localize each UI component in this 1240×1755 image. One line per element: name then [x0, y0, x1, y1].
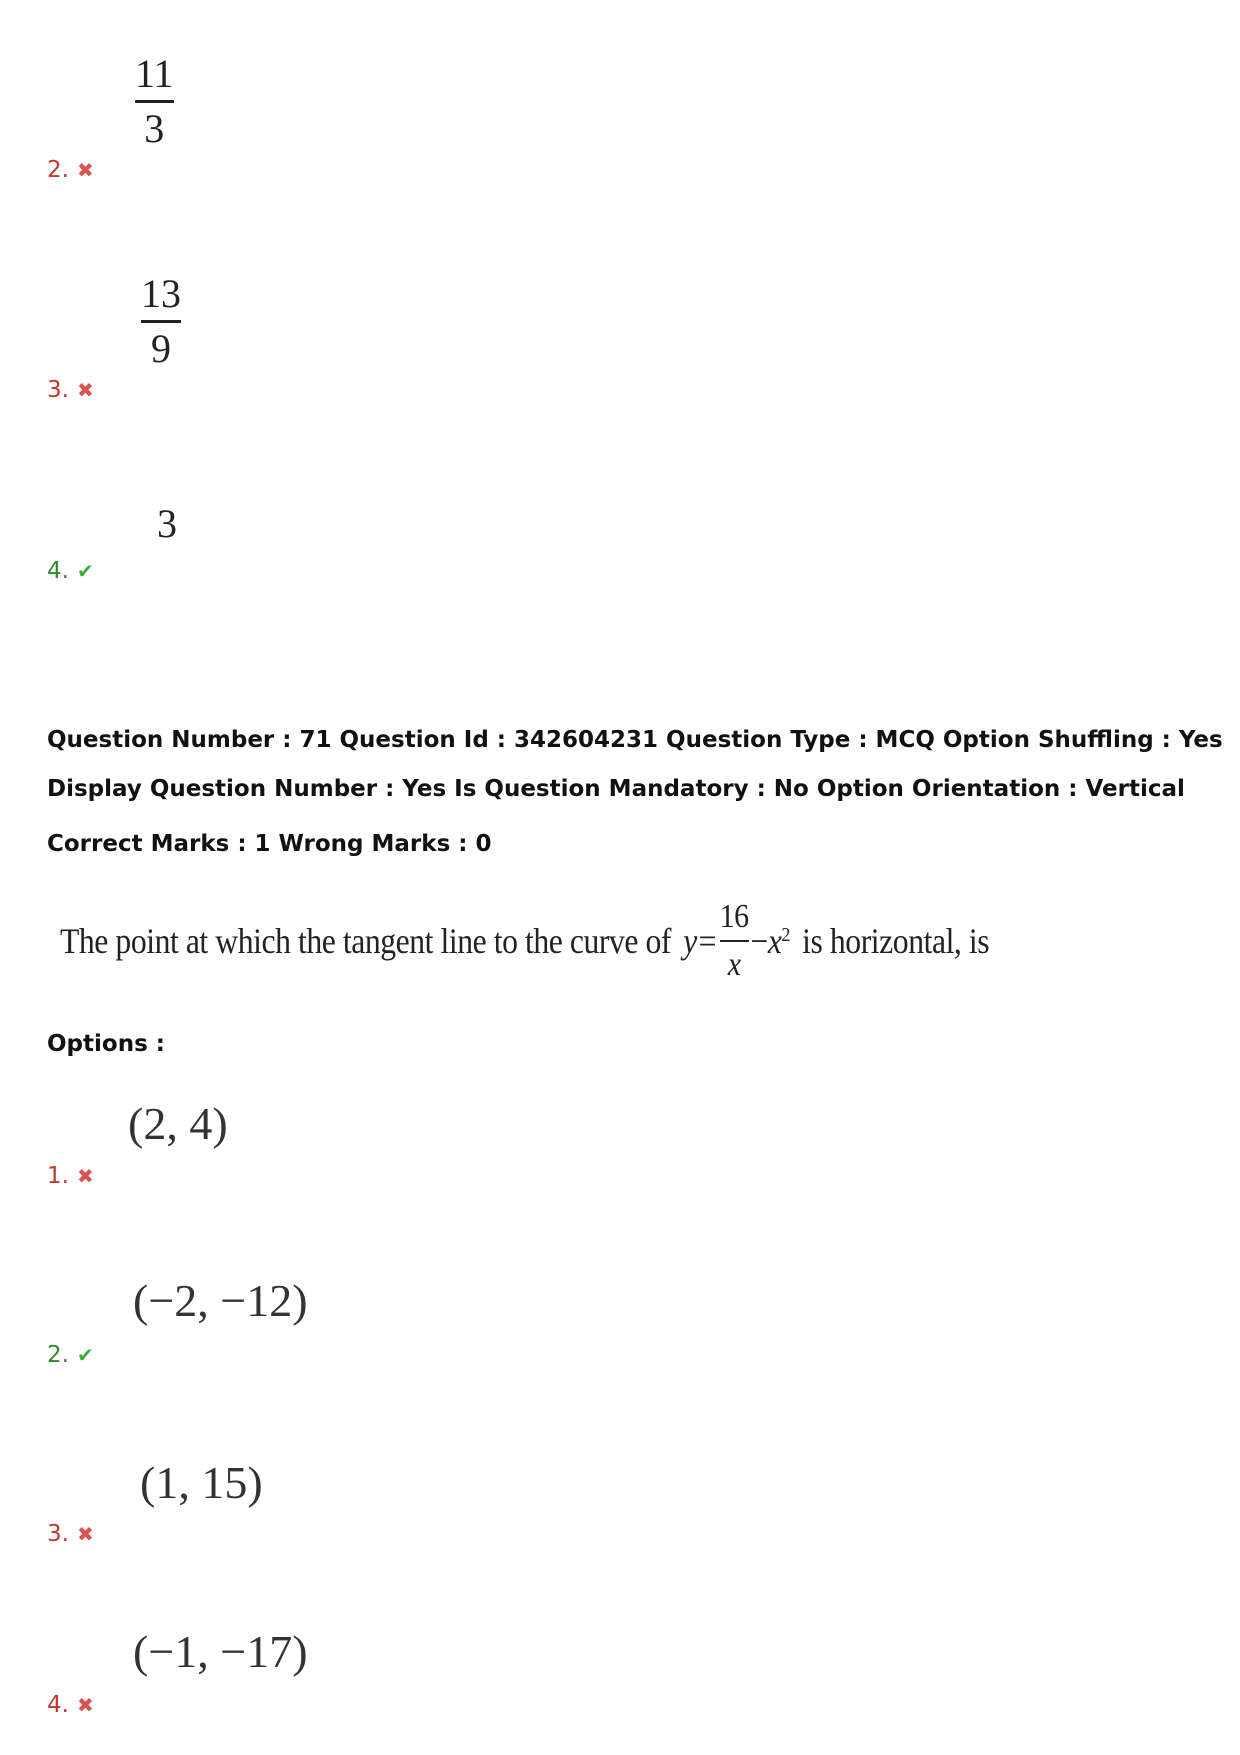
prev-option-2-math	[135, 52, 174, 151]
cross-icon: ✖	[76, 158, 94, 182]
eq-x: x	[767, 921, 782, 961]
eq-minus: −	[750, 921, 768, 961]
question-meta-line-1: Question Number : 71 Question Id : 342604231 Question Type : MCQ Option Shuffling : Yes	[47, 727, 1223, 753]
options-label: Options :	[47, 1031, 165, 1057]
fraction-denominator: 3	[144, 106, 165, 151]
cross-icon: ✖	[76, 1164, 94, 1188]
cross-icon: ✖	[76, 378, 94, 402]
fraction-numerator: 11	[135, 51, 174, 96]
eq-fraction	[720, 900, 749, 982]
question-meta-line-3: Correct Marks : 1 Wrong Marks : 0	[47, 831, 492, 857]
prev-option-3-label	[47, 377, 94, 403]
fraction-bar	[141, 320, 181, 323]
option-number: 3.	[47, 377, 69, 403]
fraction-numerator: 13	[141, 271, 181, 316]
question-meta-line-2: Display Question Number : Yes Is Question Mandatory : No Option Orientation : Vertical	[47, 776, 1185, 802]
prev-option-4-math: 3	[157, 501, 177, 546]
question-text-after: is horizontal, is	[802, 921, 990, 961]
option-3-label[interactable]	[47, 1521, 94, 1547]
option-1-label[interactable]	[47, 1163, 94, 1189]
option-number: 2.	[47, 157, 69, 183]
option-number: 4.	[47, 1692, 69, 1718]
question-text-before: The point at which the tangent line to the curve of	[60, 921, 671, 961]
prev-option-3-math	[141, 272, 181, 371]
option-number: 2.	[47, 1342, 69, 1368]
cross-icon: ✖	[76, 1693, 94, 1717]
option-2-value: (−2, −12)	[133, 1275, 308, 1326]
option-4-value: (−1, −17)	[133, 1626, 308, 1677]
cross-icon: ✖	[76, 1522, 94, 1546]
eq-equals: =	[698, 921, 717, 961]
check-icon: ✔	[76, 559, 94, 583]
option-number: 1.	[47, 1163, 69, 1189]
option-3-value: (1, 15)	[140, 1457, 263, 1508]
prev-option-2-label	[47, 157, 94, 183]
option-4-label[interactable]	[47, 1692, 94, 1718]
fraction-bar	[135, 100, 174, 103]
option-number: 3.	[47, 1521, 69, 1547]
fraction-bar	[720, 940, 749, 942]
eq-exponent: 2	[781, 923, 790, 946]
option-number: 4.	[47, 558, 69, 584]
eq-numerator: 16	[719, 898, 749, 935]
option-1-value: (2, 4)	[128, 1098, 228, 1149]
question-text	[60, 900, 989, 982]
equation	[683, 900, 790, 982]
eq-denominator: x	[727, 946, 741, 983]
fraction-denominator: 9	[151, 326, 171, 371]
eq-y: y	[683, 921, 697, 961]
option-2-label[interactable]	[47, 1342, 94, 1368]
check-icon: ✔	[76, 1343, 94, 1367]
prev-option-4-label	[47, 558, 94, 584]
